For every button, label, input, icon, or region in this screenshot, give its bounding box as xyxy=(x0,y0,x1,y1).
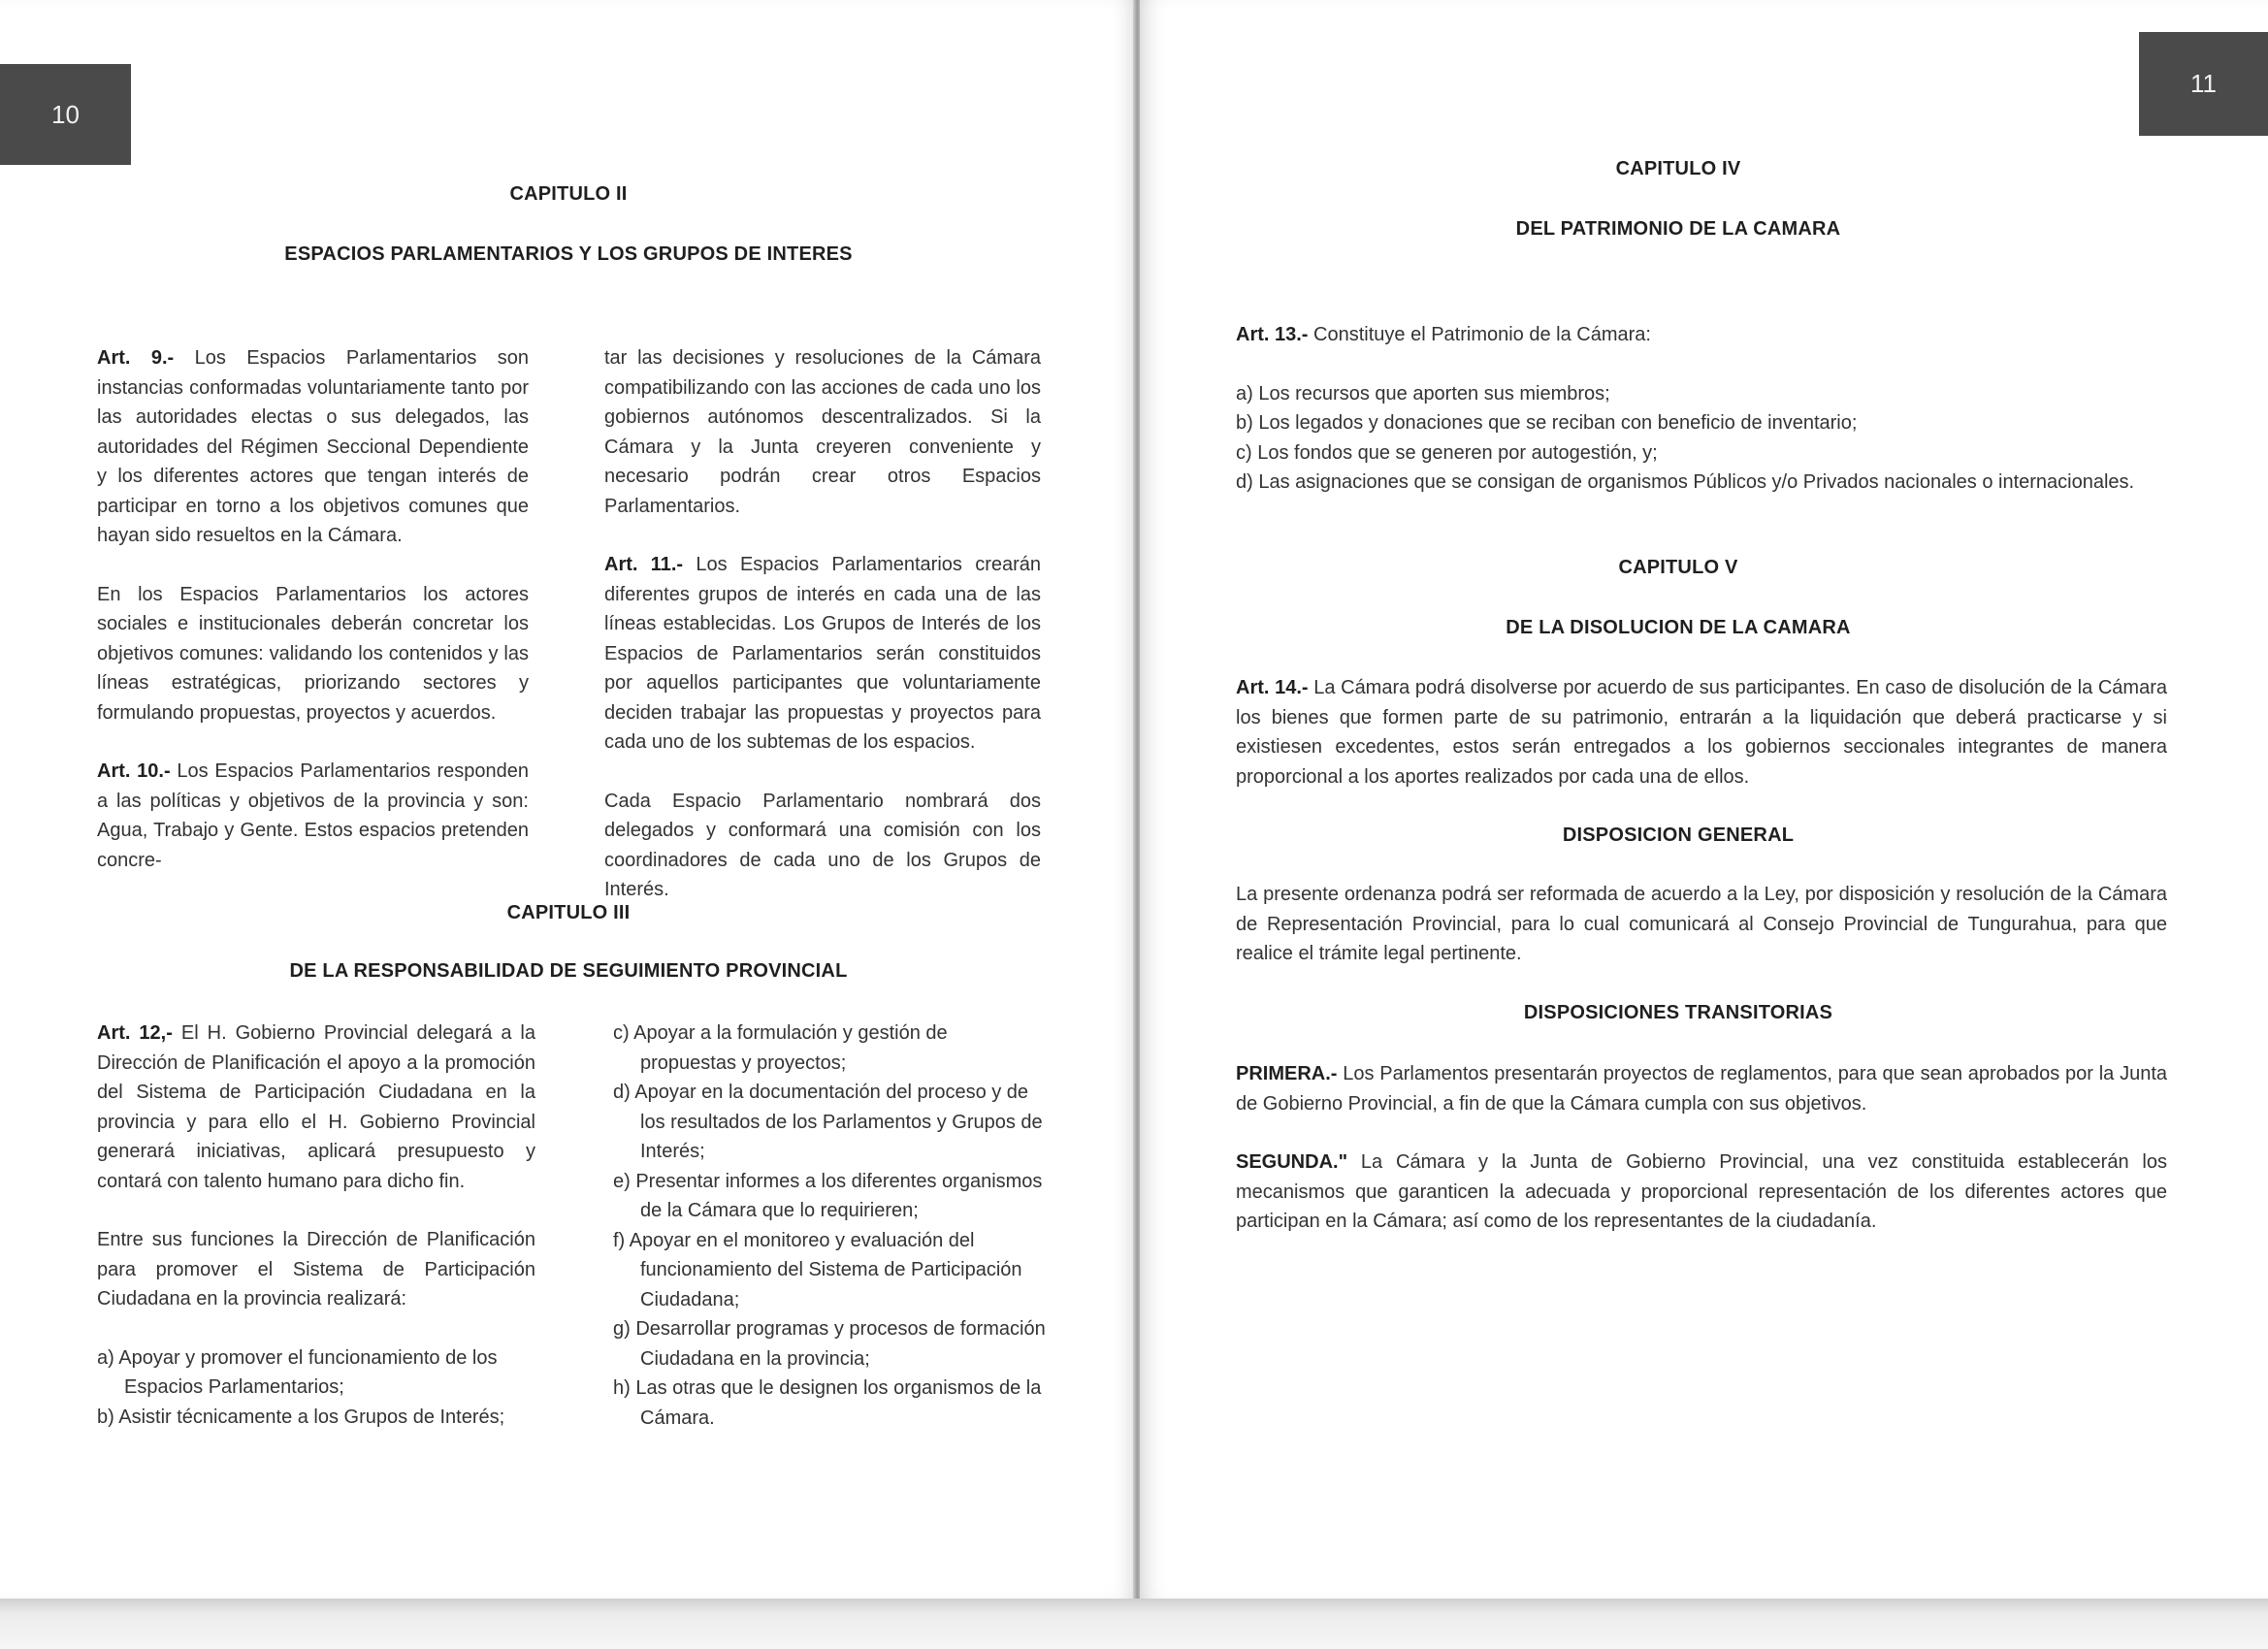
art-10-text: Los Espacios Parlamentarios responden a las políticas y objetivos de la provincia y son: Agua, Trabajo y Gente. Estos espacios pretenden concre- xyxy=(97,760,529,871)
art-11-label: Art. 11.- xyxy=(604,554,684,575)
art-9-text: Los Espacios Parlamentarios son instancias conformadas voluntariamente tanto por las autoridades electas o sus delegados, las autoridades del Régimen Seccional Dependiente y los diferentes actores que tengan interés de participar en torno a los objetivos comunes que hayan sido resueltos en la Cámara. xyxy=(97,347,530,546)
list-item: d) Apoyar en la documentación del proceso y de los resultados de los Parlamentos y Grupos de Interés; xyxy=(613,1082,1043,1162)
general-provision-block xyxy=(1236,880,2167,969)
page-number-right: 11 xyxy=(2139,32,2268,136)
right-column-upper xyxy=(604,343,1041,905)
art-12-paragraph-2: Entre sus funciones la Dirección de Planificación para promover el Sistema de Participación Ciudadana en la provincia realizará: xyxy=(97,1229,535,1310)
transitory-second-label: SEGUNDA." xyxy=(1236,1151,1348,1173)
art-11-text: Los Espacios Parlamentarios crearán diferentes grupos de interés en cada una de las líneas establecidas. Los Grupos de Interés de los Espacios de Parlamentarios serán constituidos por aquellos participantes que voluntariamente deciden trabajar las propuestas y proyectos para cada uno de los subtemas de los espacios. xyxy=(604,554,1042,753)
art-11-paragraph xyxy=(604,550,1041,758)
page-number-left: 10 xyxy=(0,64,131,165)
transitory-second-block xyxy=(1236,1148,2167,1237)
art-14-block xyxy=(1236,673,2167,792)
chapter-5-subtitle: DE LA DISOLUCION DE LA CAMARA xyxy=(1506,617,1851,638)
general-provision-title: DISPOSICION GENERAL xyxy=(1562,824,1795,846)
chapter-4-subtitle: DEL PATRIMONIO DE LA CAMARA xyxy=(1515,218,1841,240)
art-14-paragraph xyxy=(1236,673,2167,792)
transitory-first-paragraph xyxy=(1236,1059,2167,1118)
list-item: h) Las otras que le designen los organismos de la Cámara. xyxy=(613,1377,1042,1429)
list-item: b) Asistir técnicamente a los Grupos de Interés; xyxy=(97,1406,505,1428)
right-page xyxy=(1140,0,2268,1599)
list-item: c) Apoyar a la formulación y gestión de propuestas y proyectos; xyxy=(613,1022,948,1074)
transitory-second-text: La Cámara y la Junta de Gobierno Provincial, una vez constituida establecerán los mecanismos que garanticen la adecuada y proporcional representación de los diferentes actores que participan en la Cámara; así como de los representantes de la ciudadanía. xyxy=(1236,1151,2167,1232)
art-13-block xyxy=(1236,320,2167,498)
art-12-label: Art. 12,- xyxy=(97,1022,173,1044)
art-12-text: El H. Gobierno Provincial delegará a la Dirección de Planificación el apoyo a la promoción del Sistema de Participación Ciudadana en la provincia y para ello el H. Gobierno Provincial generará iniciativas, aplicará presupuesto y contará con talento humano para dicho fin. xyxy=(97,1022,535,1192)
transitory-second-paragraph xyxy=(1236,1148,2167,1237)
list-item: a) Apoyar y promover el funcionamiento de los Espacios Parlamentarios; xyxy=(97,1346,498,1398)
list-item: e) Presentar informes a los diferentes organismos de la Cámara que lo requirieren; xyxy=(613,1170,1043,1221)
left-page xyxy=(0,0,1137,1599)
page-bottom-edge xyxy=(0,1599,2268,1649)
left-column-lower xyxy=(97,1018,535,1432)
chapter-4-title: CAPITULO IV xyxy=(1615,158,1741,179)
list-item: a) Los recursos que aporten sus miembros; xyxy=(1236,382,1610,404)
chapter-5-title: CAPITULO V xyxy=(1618,557,1738,578)
list-item: d) Las asignaciones que se consigan de organismos Públicos y/o Privados nacionales o internacionales. xyxy=(1236,471,2135,493)
list-item: f) Apoyar en el monitoreo y evaluación del funcionamiento del Sistema de Participación Ciudadana; xyxy=(613,1229,1022,1310)
list-item: g) Desarrollar programas y procesos de formación Ciudadana en la provincia; xyxy=(613,1318,1046,1370)
transitory-first-block xyxy=(1236,1059,2167,1118)
art-9-paragraph-2: En los Espacios Parlamentarios los actores sociales e institucionales deberán concretar los objetivos comunes: validando los contenidos y las líneas estratégicas, priorizando sectores y formulando propuestas, proyectos y acuerdos. xyxy=(97,583,529,724)
chapter-2-subtitle: ESPACIOS PARLAMENTARIOS Y LOS GRUPOS DE INTERES xyxy=(284,243,853,265)
chapter-3-title: CAPITULO III xyxy=(506,902,631,923)
chapter-3-subtitle: DE LA RESPONSABILIDAD DE SEGUIMIENTO PROVINCIAL xyxy=(289,960,848,982)
chapter-2-title: CAPITULO II xyxy=(509,183,628,205)
transitory-first-text: Los Parlamentos presentarán proyectos de reglamentos, para que sean aprobados por la Junta de Gobierno Provincial, a fin de que la Cámara cumpla con sus objetivos. xyxy=(1236,1063,2167,1115)
art-14-text: La Cámara podrá disolverse por acuerdo de sus participantes. En caso de disolución de la Cámara los bienes que formen parte de su patrimonio, entrarán a la liquidación que deberá practicarse y si existiesen excedentes, estos serán entregados a los gobiernos seccionales integrantes de manera proporcional a los aportes realizados por cada una de ellos. xyxy=(1236,677,2167,788)
art-10-paragraph xyxy=(97,757,529,875)
art-9-label: Art. 9.- xyxy=(97,347,175,369)
art-10-continuation: tar las decisiones y resoluciones de la Cámara compatibilizando con las acciones de cada uno los gobiernos autónomos descentralizados. Si la Cámara y la Junta creyeren conveniente y necesario podrán crear otros Espacios Parlamentarios. xyxy=(604,347,1041,517)
list-item: c) Los fondos que se generen por autogestión, y; xyxy=(1236,441,1658,464)
art-12-paragraph xyxy=(97,1018,535,1196)
art-13-text: Constituye el Patrimonio de la Cámara: xyxy=(1313,324,1651,345)
left-column-upper xyxy=(97,343,529,875)
transitory-provisions-title: DISPOSICIONES TRANSITORIAS xyxy=(1523,1002,1833,1023)
art-9-paragraph xyxy=(97,343,529,551)
art-13-paragraph xyxy=(1236,320,2167,350)
right-column-lower xyxy=(613,1018,1046,1433)
list-item: b) Los legados y donaciones que se reciban con beneficio de inventario; xyxy=(1236,412,1858,434)
transitory-first-label: PRIMERA.- xyxy=(1236,1063,1338,1084)
art-14-label: Art. 14.- xyxy=(1236,677,1309,698)
art-10-label: Art. 10.- xyxy=(97,760,171,782)
general-provision-text: La presente ordenanza podrá ser reformada de acuerdo a la Ley, por disposición y resolución de la Cámara de Representación Provincial, para lo cual comunicará al Consejo Provincial de Tungurahua, para que realice el trámite legal pertinente. xyxy=(1236,884,2167,964)
art-11-paragraph-2: Cada Espacio Parlamentario nombrará dos delegados y conformará una comisión con los coordinadores de cada uno de los Grupos de Interés. xyxy=(604,790,1041,900)
art-13-label: Art. 13.- xyxy=(1236,324,1309,345)
